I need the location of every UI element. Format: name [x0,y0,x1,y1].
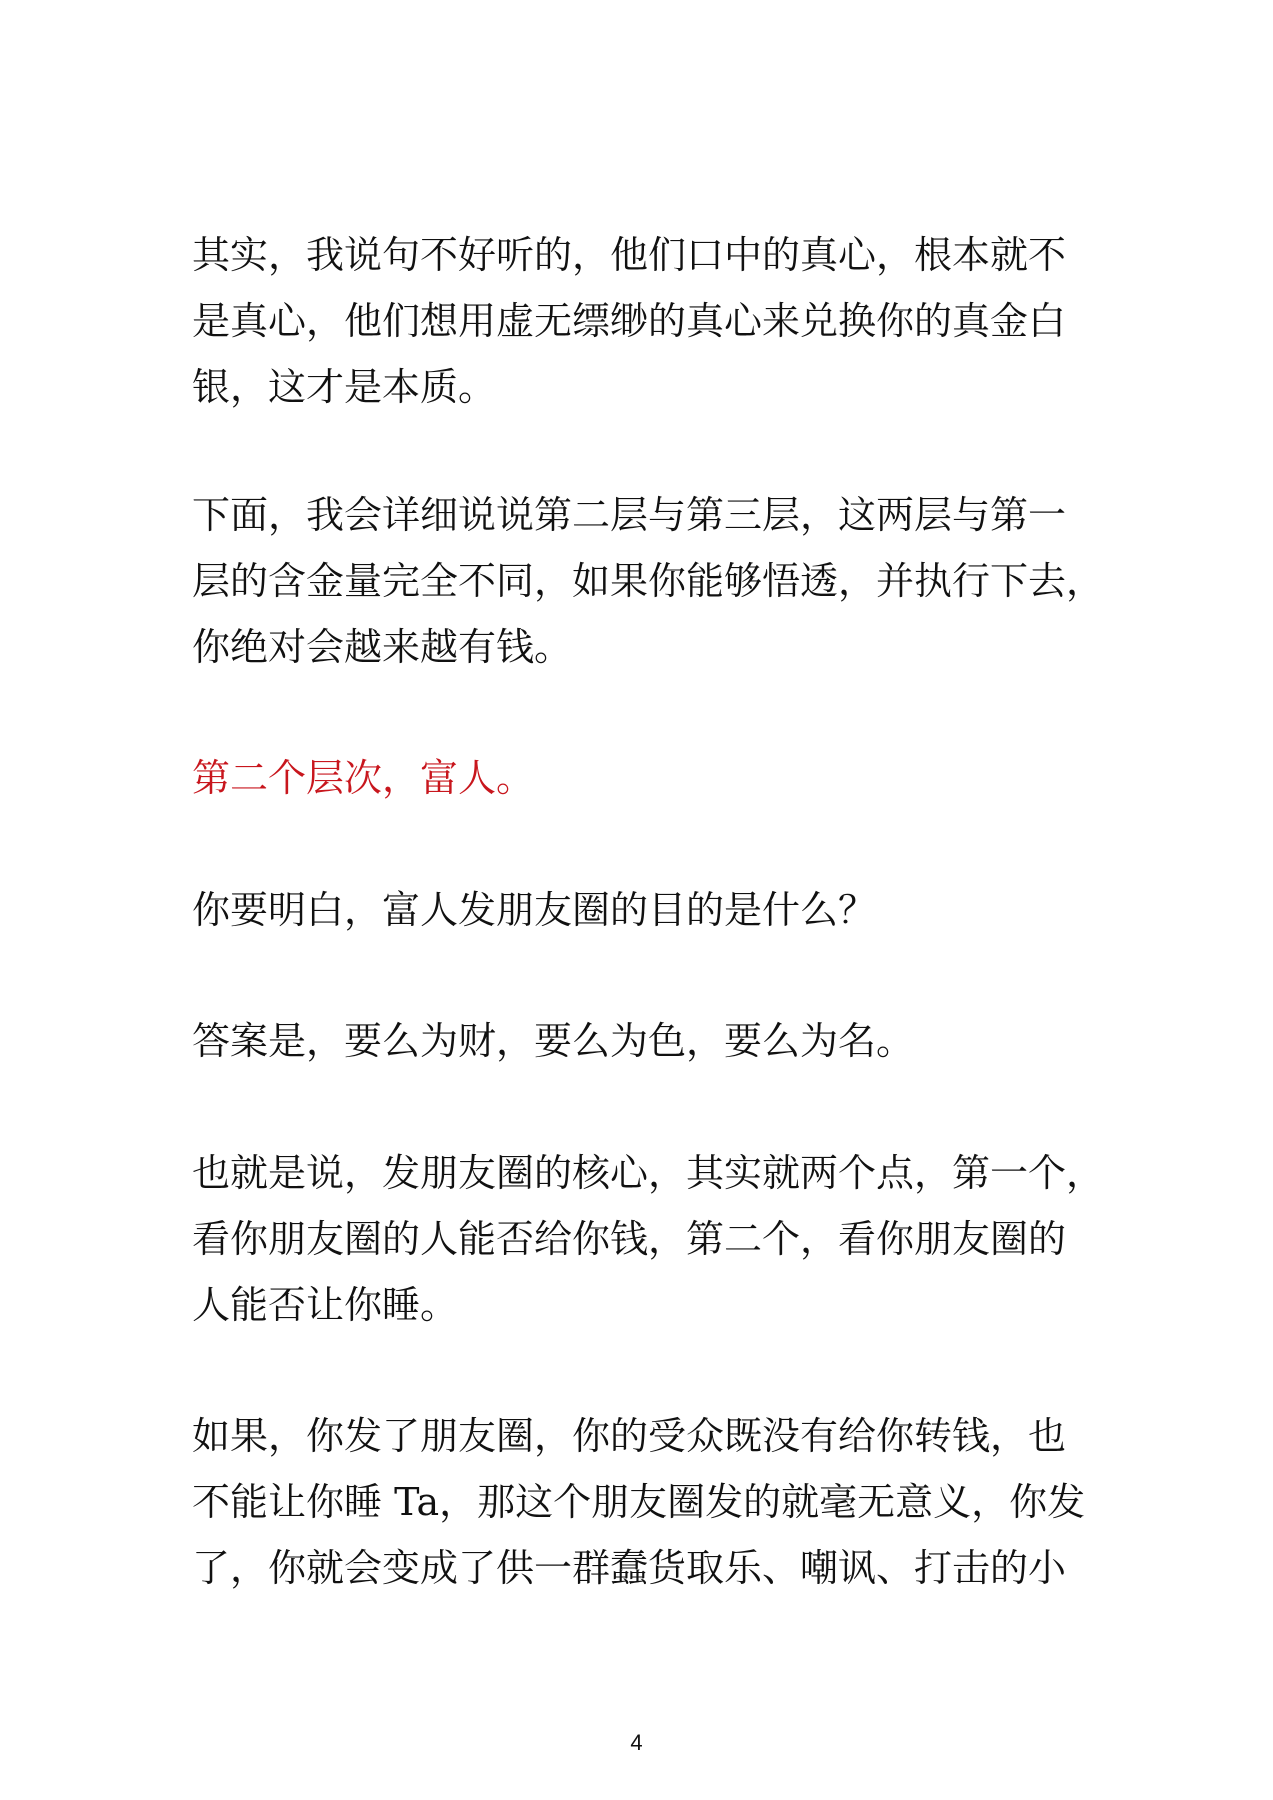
text-line: 答案是，要么为财，要么为色，要么为名。 [192,1019,915,1063]
heading-line: 第二个层次，富人。 [192,756,535,800]
text-line: 不能让你睡 Ta，那这个朋友圈发的就毫无意义，你发 [192,1480,1086,1524]
text-line: 你绝对会越来越有钱。 [192,625,573,669]
text-line: 银，这才是本质。 [192,365,497,409]
text-line: 是真心，他们想用虚无缥缈的真心来兑换你的真金白 [192,299,1067,343]
paragraph-2 [192,482,1105,680]
text-line: 了，你就会变成了供一群蠢货取乐、嘲讽、打击的小 [192,1546,1067,1590]
paragraph-5 [192,1140,1105,1338]
paragraph-6 [192,1403,1092,1601]
page-number: 4 [630,1730,643,1755]
text-line: 下面，我会详细说说第二层与第三层，这两层与第一 [192,493,1067,537]
text-line: 如果，你发了朋友圈，你的受众既没有给你转钱，也 [192,1414,1067,1458]
text-line: 人能否让你睡。 [192,1283,459,1327]
section-heading [192,745,1092,811]
text-line: 也就是说，发朋友圈的核心，其实就两个点，第一个， [192,1151,1105,1195]
paragraph-4 [192,1008,1092,1074]
paragraph-3 [192,877,1092,943]
paragraph-1 [192,222,1092,420]
text-line: 层的含金量完全不同，如果你能够悟透，并执行下去， [192,559,1105,603]
text-line: 看你朋友圈的人能否给你钱，第二个，看你朋友圈的 [192,1217,1067,1261]
text-line: 你要明白，富人发朋友圈的目的是什么？ [192,888,877,932]
text-line: 其实，我说句不好听的，他们口中的真心，根本就不 [192,233,1067,277]
